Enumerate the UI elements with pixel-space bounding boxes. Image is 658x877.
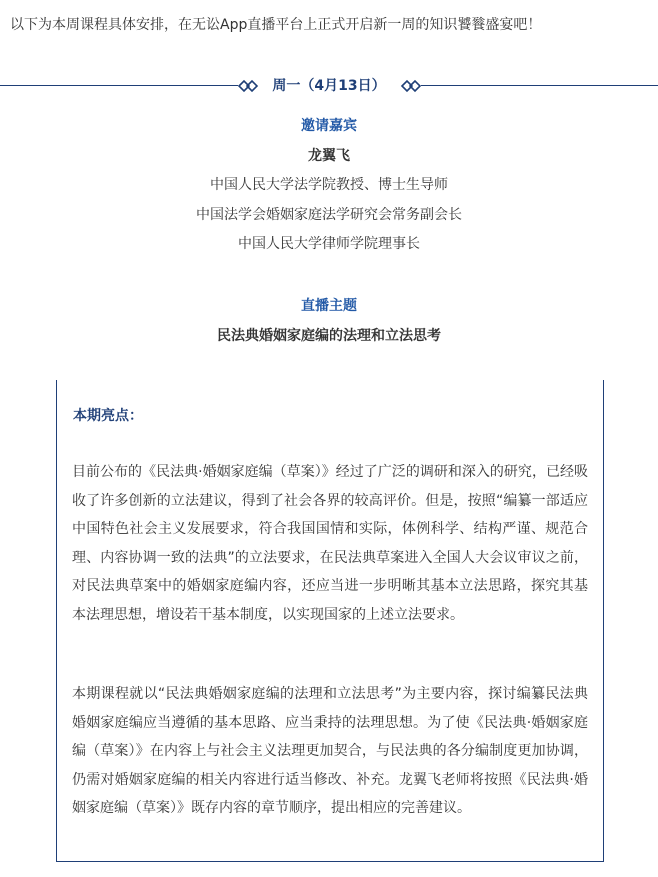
highlights-heading: 本期亮点： [73, 408, 143, 424]
guest-section [0, 115, 658, 137]
highlights-paragraph: 本期课程就以“民法典婚姻家庭编的法理和立法思考”为主要内容，探讨编纂民法典婚姻家庭编应当遵循的基本思路、应当秉持的法理思想。为了使《民法典·婚姻家庭编（草案）》在内容上与社会主义法理更加契合，与民法典的各分编制度更加协调，仍需对婚姻家庭编的相关内容进行适当修改、补充。龙翼飞老师将按照《民法典·婚姻家庭编（草案）》既存内容的章节顺序，提出相应的完善建议。 [72, 686, 588, 816]
header-divider-right [421, 85, 658, 86]
topic-title: 民法典婚姻家庭编的法理和立法思考 [217, 328, 441, 344]
double-diamond-icon [238, 77, 260, 95]
guest-name: 龙翼飞 [308, 148, 350, 164]
topic-label: 直播主题 [301, 298, 357, 314]
header-divider-left [0, 85, 238, 86]
guest-label: 邀请嘉宾 [301, 118, 357, 134]
guest-title-line: 中国人民大学律师学院理事长 [238, 236, 420, 252]
highlights-box [56, 380, 604, 862]
day-title: 周一（4月13日） [272, 78, 386, 94]
highlights-paragraph: 目前公布的《民法典·婚姻家庭编（草案）》经过了广泛的调研和深入的研究，已经吸收了许多创新的立法建议，得到了社会各界的较高评价。但是，按照“编纂一部适应中国特色社会主义发展要求，符合我国国情和实际，体例科学、结构严谨、规范合理、内容协调一致的法典”的立法要求，在民法典草案进入全国人大会议审议之前，对民法典草案中的婚姻家庭编内容，还应当进一步明晰其基本立法思路，探究其基本法理思想，增设若干基本制度，以实现国家的上述立法要求。 [72, 464, 588, 623]
double-diamond-icon [399, 77, 421, 95]
topic-section [0, 295, 658, 317]
intro-text: 以下为本周课程具体安排，在无讼App直播平台上正式开启新一周的知识饕餮盛宴吧！ [10, 17, 542, 33]
guest-title-line: 中国法学会婚姻家庭法学研究会常务副会长 [196, 207, 462, 223]
day-header [0, 74, 658, 98]
guest-title-line: 中国人民大学法学院教授、博士生导师 [210, 177, 448, 193]
